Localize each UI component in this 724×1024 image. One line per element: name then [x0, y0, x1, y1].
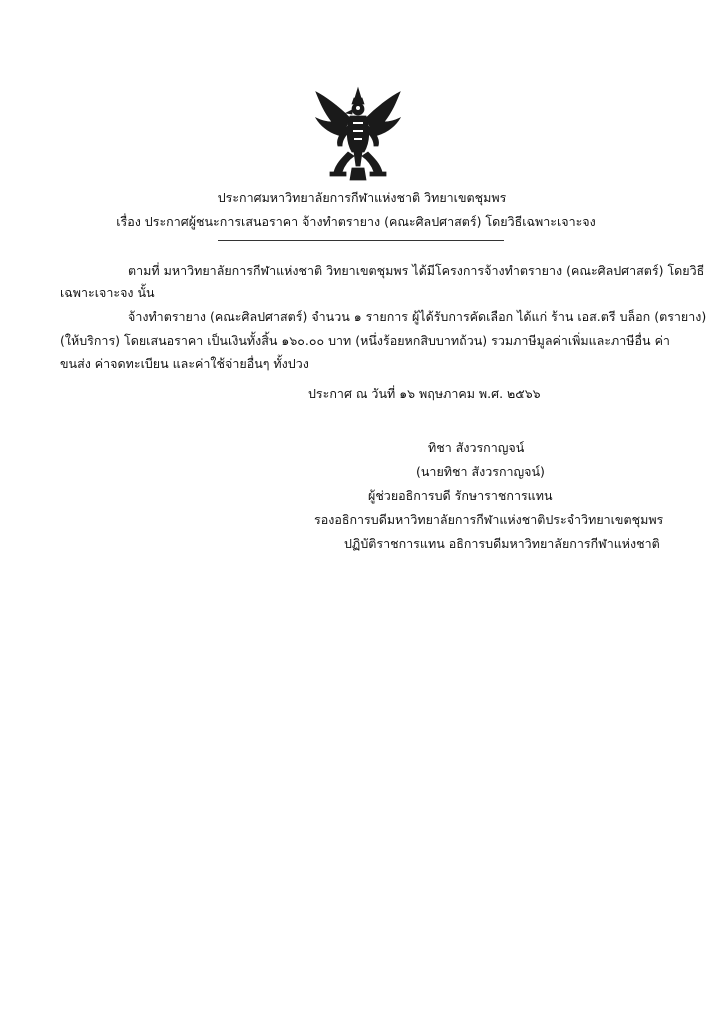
- paragraph-2-line-2: (ให้บริการ) โดยเสนอราคา เป็นเงินทั้งสิ้น ๑๖๐.๐๐ บาท (หนึ่งร้อยหกสิบบาทถ้วน) รวมภาษีมูลค่าเพิ่มและภาษีอื่น ค่า: [60, 333, 670, 348]
- paragraph-1-line-1: ตามที่ มหาวิทยาลัยการกีฬาแห่งชาติ วิทยาเขตชุมพร ได้มีโครงการจ้างทำตรายาง (คณะศิลปศาสตร์) โดยวิธี: [128, 263, 705, 278]
- announcement-date: ประกาศ ณ วันที่ ๑๖ พฤษภาคม พ.ศ. ๒๕๖๖: [308, 386, 541, 401]
- document-subject: เรื่อง ประกาศผู้ชนะการเสนอราคา จ้างทำตรายาง (คณะศิลปศาสตร์) โดยวิธีเฉพาะเจาะจง: [116, 214, 596, 229]
- signatory-position-1: ผู้ช่วยอธิการบดี รักษาราชการแทน: [368, 488, 553, 503]
- signature-name: ทิชา สังวรกาญจน์: [428, 440, 525, 455]
- document-title: ประกาศมหาวิทยาลัยการกีฬาแห่งชาติ วิทยาเขตชุมพร: [217, 190, 507, 205]
- title-divider: [218, 240, 504, 241]
- garuda-emblem-icon: [312, 86, 404, 182]
- paragraph-2-line-3: ขนส่ง ค่าจดทะเบียน และค่าใช้จ่ายอื่นๆ ทั้งปวง: [60, 356, 309, 371]
- signatory-full-name: (นายทิชา สังวรกาญจน์): [416, 464, 545, 479]
- paragraph-1-line-2: เฉพาะเจาะจง นั้น: [60, 285, 155, 300]
- signatory-position-2: รองอธิการบดีมหาวิทยาลัยการกีฬาแห่งชาติประจำวิทยาเขตชุมพร: [314, 512, 664, 527]
- signatory-position-3: ปฏิบัติราชการแทน อธิการบดีมหาวิทยาลัยการกีฬาแห่งชาติ: [344, 536, 660, 551]
- paragraph-2-line-1: จ้างทำตรายาง (คณะศิลปศาสตร์) จำนวน ๑ รายการ ผู้ได้รับการคัดเลือก ได้แก่ ร้าน เอส.ตรี บล็อก (ตรายาง): [128, 309, 707, 324]
